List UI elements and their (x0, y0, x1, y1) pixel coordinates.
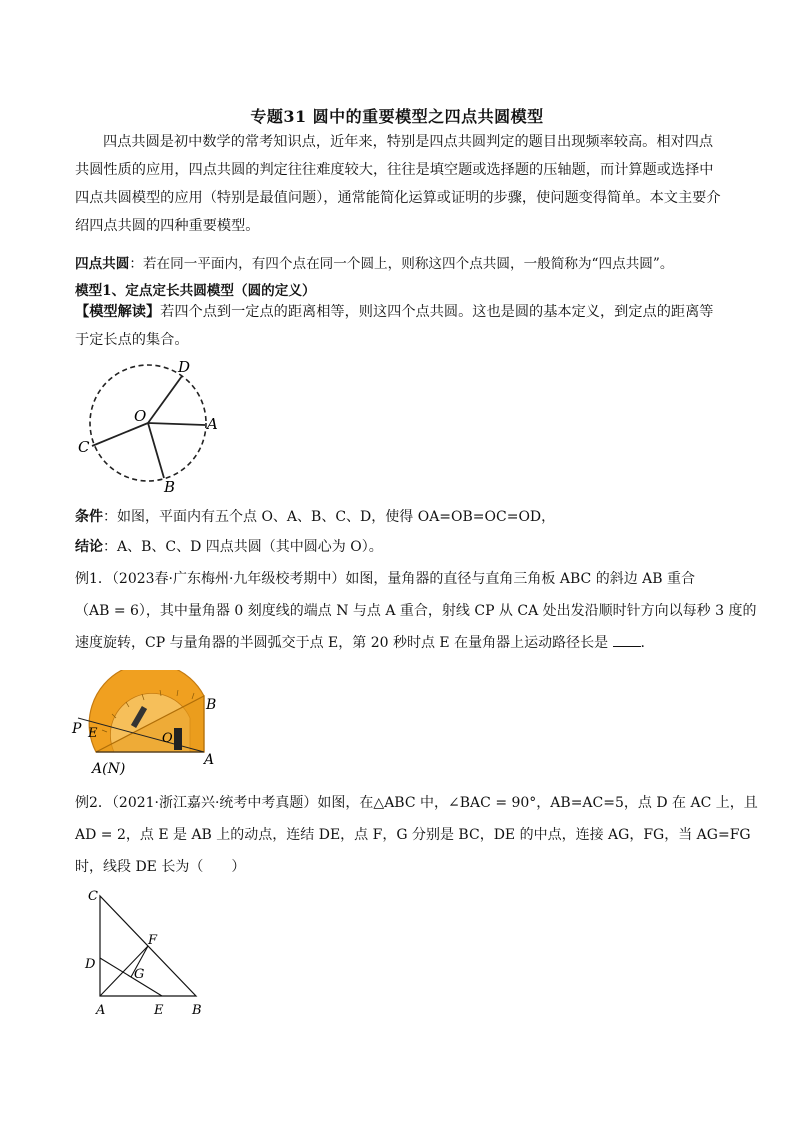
label-g: G (134, 967, 145, 982)
label-f: F (148, 933, 158, 948)
label-a: A (204, 752, 215, 768)
condition-text: ：如图，平面内有五个点 O、A、B、C、D，使得 OA=OB=OC=OD， (103, 509, 556, 525)
label-o: O (162, 731, 173, 746)
label-a: A (96, 1003, 106, 1018)
example1-line2: （AB = 6），其中量角器 0 刻度线的端点 N 与点 A 重合，射线 CP 从 CA 处出发沿顺时针方向以每秒 3 度的 (75, 603, 757, 619)
condition-label: 条件 (75, 509, 103, 525)
radius-od (148, 376, 182, 423)
example1-line1: 例1．（2023春·广东梅州·九年级校考期中）如图，量角器的直径与直角三角板 ABC 的斜边 AB 重合 (75, 571, 696, 587)
model1-interpretation (75, 298, 725, 354)
label-p: P (72, 721, 82, 737)
label-o: O (134, 407, 147, 425)
conclusion-label: 结论 (75, 539, 103, 555)
example1-line3 (75, 632, 645, 652)
example1-line3-end: . (640, 635, 645, 651)
page-title: 专题31 圆中的重要模型之四点共圆模型 (250, 107, 544, 126)
model1-condition (75, 506, 555, 526)
example1-protractor-diagram (66, 670, 226, 780)
label-a: A (207, 415, 218, 433)
label-c: C (78, 438, 90, 456)
answer-blank (613, 636, 641, 647)
example2-line2: AD = 2，点 E 是 AB 上的动点，连结 DE，点 F，G 分别是 BC，DE 的中点，连接 AG，FG，当 AG=FG (75, 827, 751, 843)
radius-ob (148, 423, 164, 478)
example2-triangle-diagram (78, 886, 228, 1022)
label-d: D (178, 358, 191, 376)
model1-conclusion (75, 536, 383, 556)
label-b: B (206, 697, 217, 713)
definition-text: ：若在同一平面内，有四个点在同一个圆上，则称这四个点共圆，一般简称为“四点共圆”。 (129, 256, 674, 272)
label-d: D (85, 957, 96, 972)
label-an: A(N) (92, 761, 126, 777)
example2-line1: 例2．（2021·浙江嘉兴·统考中考真题）如图，在△ABC 中，∠BAC = 90°，AB=AC=5，点 D 在 AC 上，且 (75, 795, 758, 811)
label-c: C (88, 889, 98, 904)
radius-oa (148, 423, 205, 425)
conclusion-text: ：A、B、C、D 四点共圆（其中圆心为 O）。 (103, 539, 383, 555)
example2-line3: 时，线段 DE 长为（ ） (75, 859, 246, 875)
example1-line3-text: 速度旋转，CP 与量角器的半圆弧交于点 E，第 20 秒时点 E 在量角器上运动路径长是 (75, 635, 609, 651)
model1-heading: 模型1、定点定长共圆模型（圆的定义） (75, 283, 316, 299)
interp-text: 若四个点到一定点的距离相等，则这四个点共圆。这也是圆的基本定义，到定点的距离等于定长点的集合。 (75, 304, 714, 348)
label-e: E (88, 726, 98, 741)
definition-line (75, 252, 673, 272)
radius-oc (92, 423, 148, 446)
label-e: E (154, 1003, 164, 1018)
interp-label: 【模型解读】 (75, 304, 161, 320)
label-b: B (192, 1003, 202, 1018)
triangle-slot (174, 728, 182, 750)
definition-term: 四点共圆 (75, 256, 130, 272)
model1-circle-diagram (72, 356, 232, 496)
intro-paragraph: 四点共圆是初中数学的常考知识点，近年来，特别是四点共圆判定的题目出现频率较高。相对四点共圆性质的应用，四点共圆的判定往往难度较大，往往是填空题或选择题的压轴题，而计算题或选择中四点共圆模型的应用（特别是最值问题），通常能简化运算或证明的步骤，使问题变得简单。本文主要介绍四点共圆的四种重要模型。 (75, 134, 721, 234)
label-b: B (164, 478, 176, 496)
